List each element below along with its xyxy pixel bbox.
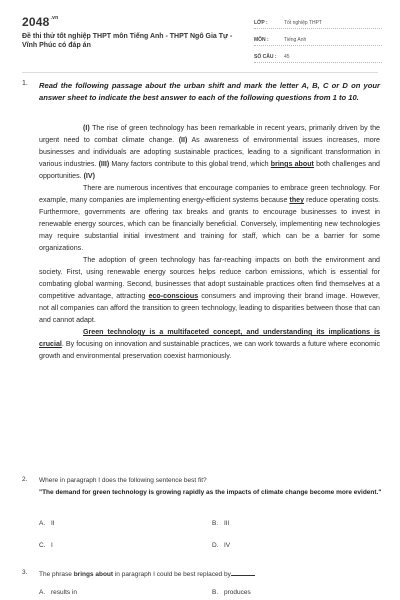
underlined-sentence: Green technology is a multifaceted concept, and understanding its implications is crucial [39, 328, 380, 348]
answer-blank [231, 569, 255, 576]
meta-row-class [254, 15, 382, 29]
option-text: IV [224, 542, 231, 549]
page-header [0, 0, 400, 68]
passage-text: . By focusing on innovation and sustainable practices, we can work towards a future where economic growth and environmental preservation coexist harmoniously. [39, 340, 380, 360]
position-marker: (III) [98, 160, 110, 168]
exam-meta [254, 15, 382, 66]
site-logo[interactable] [22, 15, 58, 29]
option-letter: C. [39, 542, 46, 549]
reading-passage [39, 122, 380, 362]
stem-phrase: brings about [73, 571, 114, 578]
option-letter: B. [212, 520, 219, 527]
option-d[interactable] [212, 542, 230, 549]
position-marker: (II) [178, 136, 188, 144]
option-letter: D. [212, 542, 219, 549]
question-quote: "The demand for green technology is growing rapidly as the impacts of climate change become more evident." [39, 489, 382, 496]
passage-text: The rise of green technology has been remarkable in recent years, primarily driven by the urgent need to combat climate change. [39, 124, 380, 144]
option-text: II [51, 520, 55, 527]
position-marker: (IV) [83, 172, 95, 180]
logo-main: 2048 [22, 15, 50, 29]
document-title: Đề thi thử tốt nghiệp THPT môn Tiếng Anh - THPT Ngô Gia Tự - Vĩnh Phúc có đáp án [22, 33, 233, 49]
question-stem [39, 569, 379, 579]
passage-paragraph-3 [39, 254, 380, 326]
question-number: 2. [22, 476, 28, 483]
header-divider [22, 72, 378, 73]
question-instruction: Read the following passage about the urban shift and mark the letter A, B, C or D on your answer sheet to indicate the best answer to each of the following questions from 1 to 10. [39, 81, 380, 102]
stem-text: The phrase [39, 571, 74, 578]
passage-text: As awareness of environmental issues increases, more businesses and individuals are adopting sustainable practices, leading to a significant transformation in various industries. [39, 136, 380, 168]
option-letter: B. [212, 589, 219, 596]
option-text: results in [51, 589, 78, 596]
meta-value: Tốt nghiệp THPT [284, 20, 322, 26]
meta-value: Tiếng Anh [284, 37, 307, 43]
underlined-phrase: brings about [270, 160, 314, 168]
underlined-word: they [289, 196, 305, 204]
underlined-word: eco-conscious [148, 292, 199, 300]
meta-label: SỐ CÂU : [254, 54, 277, 60]
meta-label: LỚP : [254, 20, 268, 26]
position-marker: (I) [83, 124, 90, 132]
passage-paragraph-2 [39, 182, 380, 254]
option-letter: A. [39, 520, 46, 527]
passage-paragraph-1 [39, 122, 380, 182]
stem-text: in paragraph I could be best replaced by [113, 571, 231, 578]
option-a[interactable] [39, 589, 77, 596]
meta-row-count [254, 49, 382, 63]
passage-text: reduce operating costs. Furthermore, governments are offering tax breaks and grants to encourage businesses to invest in renewable energy sources, which can be financially beneficial. Conversely, implementing new technologies may require substantial initial investment and training for staff, which can be a barrier for some organizations. [39, 196, 380, 252]
logo-suffix: .vn [50, 15, 59, 21]
passage-text: There are numerous incentives that encourage companies to embrace green technology. For example, many companies are implementing energy-efficient systems because [39, 184, 380, 204]
question-number: 3. [22, 569, 28, 576]
option-c[interactable] [39, 542, 53, 549]
option-text: III [224, 520, 230, 527]
meta-value: 45 [284, 54, 290, 60]
passage-paragraph-4 [39, 326, 380, 362]
option-text: I [51, 542, 53, 549]
passage-text: The adoption of green technology has far-reaching impacts on both the environment and society. First, using renewable energy sources helps reduce carbon emissions, which is essential for combating global warming. Second, businesses that adopt sustainable practices often find themselves at a competitive advantage, attracting [39, 256, 380, 300]
option-a[interactable] [39, 520, 55, 527]
passage-text: both challenges and opportunities. [39, 160, 380, 180]
option-b[interactable] [212, 589, 251, 596]
question-stem: Where in paragraph I does the following sentence best fit? [39, 477, 207, 484]
option-text: produces [224, 589, 251, 596]
question-number: 1. [22, 80, 28, 87]
option-letter: A. [39, 589, 46, 596]
meta-row-subject [254, 32, 382, 46]
passage-text: consumers and improving their brand image. However, not all companies can afford the transition to green technology, leading to disparities between those that can and cannot adapt. [39, 292, 380, 324]
option-b[interactable] [212, 520, 229, 527]
meta-label: MÔN : [254, 37, 269, 43]
passage-text: Many factors contribute to this global trend, which [109, 160, 271, 168]
